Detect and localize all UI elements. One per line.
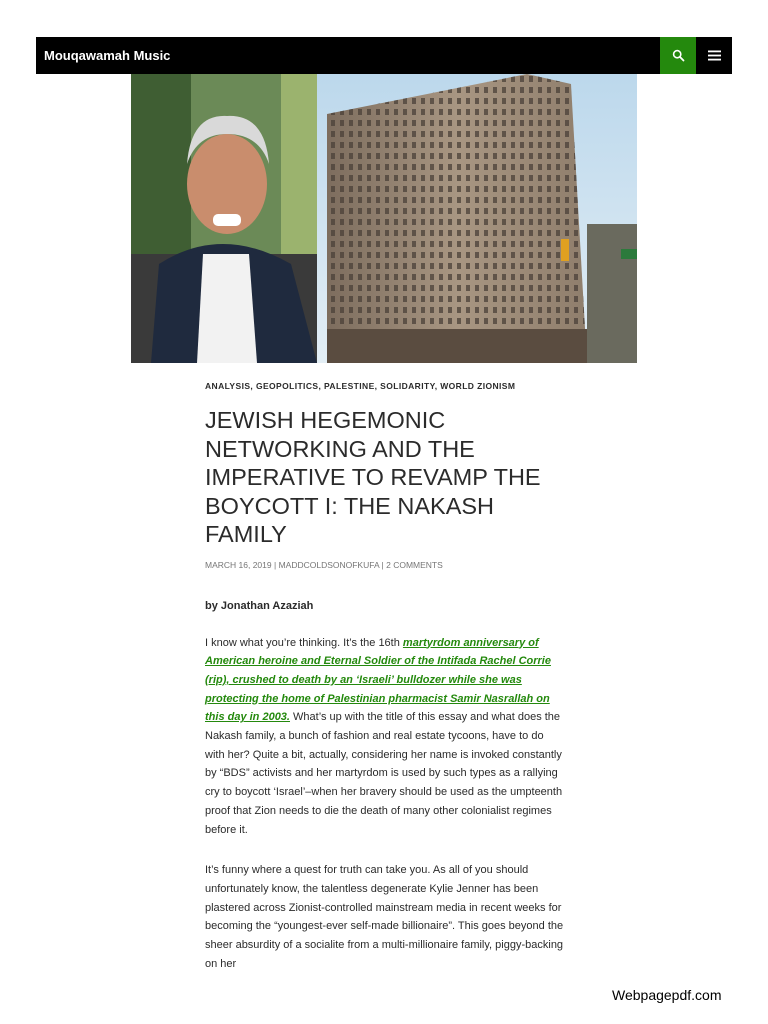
corrie-anniversary-link[interactable]: martyrdom anniversary of American heroine and Eternal Soldier of the Intifada Rachel Corrie (rip), crushed to death by an ‘Israeli’ bulldozer while she was protecting the home of Palestinian pharmacist Samir Nasrallah on this day in 2003. (205, 636, 551, 724)
article-meta: MARCH 16, 2019 | MADDCOLDSONOFKUFA | 2 COMMENTS (205, 559, 443, 570)
watermark: Webpagepdf.com (612, 987, 722, 1003)
paragraph-2: It’s funny where a quest for truth can take you. As all of you should unfortunately know, the talentless degenerate Kylie Jenner has been plastered across Zionist-controlled mainstream media in recent weeks for becoming the “youngest-ever self-made billionaire”. This goes beyond the sheer absurdity of a socialite from a multi-millionaire family, piggy-backing on her (205, 864, 564, 970)
category-link[interactable]: PALESTINE (323, 381, 375, 391)
menu-button[interactable] (696, 37, 732, 74)
post-author[interactable]: MADDCOLDSONOFKUFA (278, 559, 380, 570)
category-link[interactable]: SOLIDARITY (380, 381, 435, 391)
site-title[interactable]: Mouqawamah Music (44, 48, 171, 63)
post-date[interactable]: MARCH 16, 2019 (205, 559, 272, 570)
search-icon (672, 49, 685, 62)
byline: by Jonathan Azaziah (205, 599, 314, 612)
article-title: JEWISH HEGEMONIC NETWORKING AND THE IMPERATIVE TO REVAMP THE BOYCOTT I: THE NAKASH FAMILY (205, 407, 541, 547)
featured-photo (131, 74, 637, 363)
paragraph-text: I know what you’re thinking. It’s the 16th (205, 636, 403, 649)
hamburger-menu-icon (708, 50, 721, 61)
site-header (36, 37, 732, 74)
category-link[interactable]: GEOPOLITICS (255, 381, 319, 391)
post-comments[interactable]: 2 COMMENTS (386, 559, 443, 570)
paragraph-text: What’s up with the title of this essay and what does the Nakash family, a bunch of fashion and real estate tycoons, have to do with her? Quite a bit, actually, considering her name is invoked constantly by “BDS” activists and her martyrdom is used by such types as a rallying cry to boycott ‘Israel’–when her bravery should be used as the umpteenth proof that Zion needs to die the death of many other colonialist regimes before it. (205, 711, 563, 836)
featured-image (131, 74, 637, 363)
paragraph-1 (205, 634, 565, 840)
category-link[interactable]: ANALYSIS (205, 381, 251, 391)
category-list: ANALYSIS, GEOPOLITICS, PALESTINE, SOLIDARITY, WORLD ZIONISM (205, 381, 516, 391)
article (205, 374, 565, 984)
search-button[interactable] (660, 37, 696, 74)
category-link[interactable]: WORLD ZIONISM (440, 381, 516, 391)
